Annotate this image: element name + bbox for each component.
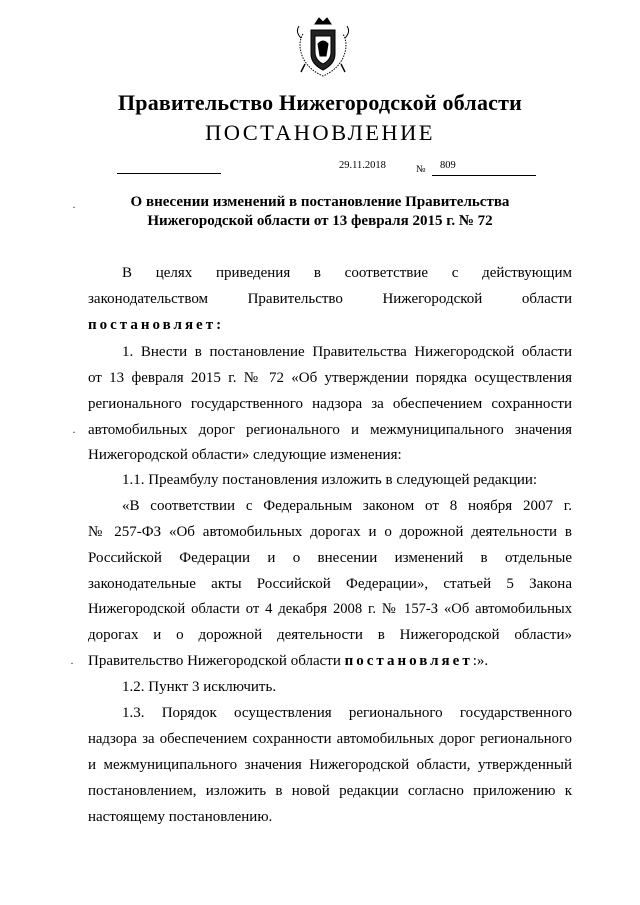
body-line-part: Правительство Нижегородской области bbox=[88, 653, 341, 669]
body-line: регионального государственного надзора за обеспечением сохранности bbox=[88, 396, 572, 412]
scan-speck: · bbox=[72, 425, 76, 439]
body-line: В целях приведения в соответствие с действующим bbox=[122, 265, 572, 281]
body-line: Российской Федерации и о внесении изменений в отдельные bbox=[88, 550, 572, 566]
body-line: законодательством Правительство Нижегородской области bbox=[88, 291, 572, 307]
body-line-decree: постановляет: bbox=[88, 317, 225, 333]
document-date: 29.11.2018 bbox=[339, 160, 386, 171]
document-type-title: ПОСТАНОВЛЕНИЕ bbox=[205, 120, 435, 145]
government-title: Правительство Нижегородской области bbox=[117, 90, 522, 115]
body-line: № 257-ФЗ «Об автомобильных дорогах и о дорожной деятельности в bbox=[88, 524, 572, 540]
body-line: 1. Внести в постановление Правительства Нижегородской области bbox=[122, 344, 572, 360]
body-line: Нижегородской области» следующие изменения: bbox=[88, 447, 402, 463]
body-line: настоящему постановлению. bbox=[88, 809, 273, 825]
body-line: постановлением, изложить в новой редакции согласно приложению к bbox=[88, 783, 572, 799]
subject-line-1: О внесении изменений в постановление Правительства bbox=[130, 194, 510, 210]
body-line: надзора за обеспечением сохранности автомобильных дорог регионального bbox=[88, 731, 572, 747]
body-line: законодательные акты Российской Федерации», статьей 5 Закона bbox=[88, 576, 572, 592]
body-line: дорогах и о дорожной деятельности в Нижегородской области» bbox=[88, 627, 572, 643]
scan-speck: · bbox=[70, 656, 74, 670]
body-line: 1.1. Преамбулу постановления изложить в следующей редакции: bbox=[122, 472, 538, 488]
body-line bbox=[88, 652, 488, 671]
blank-line-left bbox=[117, 173, 221, 174]
body-line-part: :». bbox=[472, 653, 489, 669]
subject-line-2: Нижегородской области от 13 февраля 2015 г. № 72 bbox=[147, 213, 493, 229]
coat-of-arms-emblem bbox=[295, 14, 351, 80]
body-line-decree: постановляет bbox=[344, 653, 473, 669]
body-line: от 13 февраля 2015 г. № 72 «Об утверждении порядка осуществления bbox=[88, 370, 572, 386]
scan-speck: · bbox=[72, 200, 76, 214]
body-line: «В соответствии с Федеральным законом от 8 ноября 2007 г. bbox=[122, 498, 572, 514]
body-line: 1.2. Пункт 3 исключить. bbox=[122, 679, 277, 695]
body-line: 1.3. Порядок осуществления регионального государственного bbox=[122, 705, 572, 721]
document-number: 809 bbox=[440, 160, 456, 171]
body-line: Нижегородской области от 4 декабря 2008 г. № 157-З «Об автомобильных bbox=[88, 601, 572, 617]
document-subject bbox=[60, 193, 580, 231]
number-underline bbox=[432, 175, 536, 176]
number-sign: № bbox=[416, 164, 426, 175]
body-line: автомобильных дорог регионального и межмуниципального значения bbox=[88, 422, 572, 438]
body-line: и межмуниципального значения Нижегородской области, утвержденный bbox=[88, 757, 572, 773]
